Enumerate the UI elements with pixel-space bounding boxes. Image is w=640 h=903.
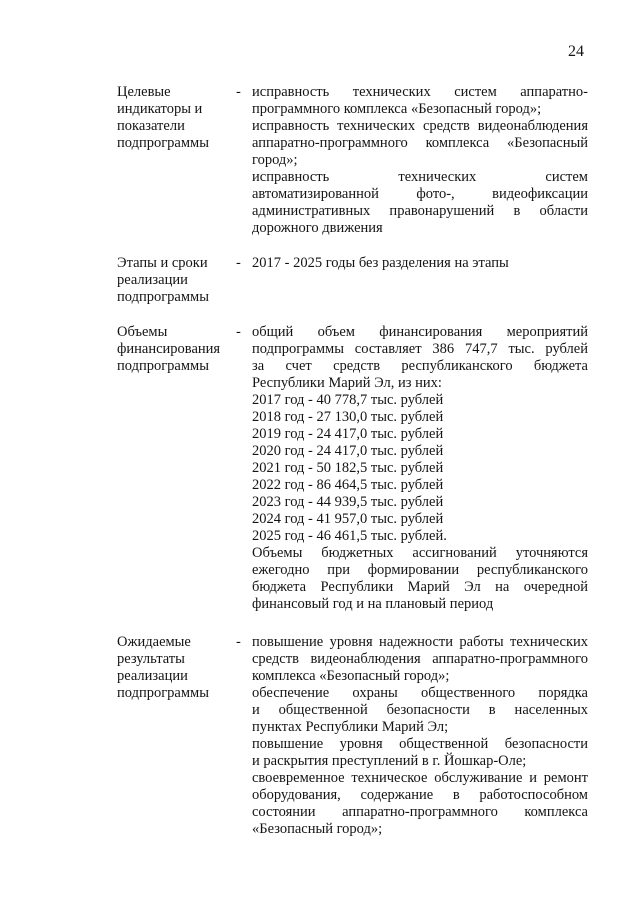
- section-content: [252, 84, 588, 237]
- label-line: Этапы и сроки: [117, 255, 208, 271]
- text-line: 2022 год - 86 464,5 тыс. рублей: [252, 477, 444, 493]
- label-line: результаты: [117, 651, 185, 667]
- text-line: 2024 год - 41 957,0 тыс. рублей: [252, 511, 444, 527]
- text-line: 2021 год - 50 182,5 тыс. рублей: [252, 460, 444, 476]
- text-line: Республики Марий Эл, из них:: [252, 375, 442, 391]
- label-line: Объемы: [117, 324, 168, 340]
- section-label: [117, 634, 232, 702]
- dash-separator: -: [236, 84, 241, 100]
- text-line: исправность технических систем: [252, 169, 588, 185]
- text-line: 2023 год - 44 939,5 тыс. рублей: [252, 494, 444, 510]
- text-line: подпрограммы составляет 386 747,7 тыс. рублей: [252, 341, 588, 357]
- section-label: [117, 255, 232, 306]
- section-content: [252, 255, 588, 272]
- text-line: средств видеонаблюдения аппаратно-программного: [252, 651, 588, 667]
- dash-separator: -: [236, 324, 241, 340]
- text-line: 2017 - 2025 годы без разделения на этапы: [252, 255, 509, 271]
- text-line: своевременное техническое обслуживание и ремонт: [252, 770, 588, 786]
- text-line: 2018 год - 27 130,0 тыс. рублей: [252, 409, 444, 425]
- text-line: и общественной безопасности в населенных: [252, 702, 588, 718]
- section-content: [252, 324, 588, 613]
- text-line: за счет средств республиканского бюджета: [252, 358, 588, 374]
- text-line: программного комплекса «Безопасный город»;: [252, 101, 542, 117]
- section-content: [252, 634, 588, 838]
- text-line: состоянии аппаратно-программного комплекса: [252, 804, 588, 820]
- text-line: 2019 год - 24 417,0 тыс. рублей: [252, 426, 444, 442]
- label-line: подпрограммы: [117, 358, 209, 374]
- text-line: 2025 год - 46 461,5 тыс. рублей.: [252, 528, 447, 544]
- text-line: дорожного движения: [252, 220, 383, 236]
- label-line: подпрограммы: [117, 685, 209, 701]
- text-line: город»;: [252, 152, 298, 168]
- text-line: финансовый год и на плановый период: [252, 596, 494, 612]
- text-line: административных правонарушений в области: [252, 203, 588, 219]
- text-line: общий объем финансирования мероприятий: [252, 324, 588, 340]
- section-label: [117, 84, 232, 152]
- text-line: автоматизированной фото-, видеофиксации: [252, 186, 588, 202]
- text-line: 2017 год - 40 778,7 тыс. рублей: [252, 392, 444, 408]
- page-number: 24: [568, 43, 584, 60]
- label-line: реализации: [117, 272, 188, 288]
- dash-separator: -: [236, 255, 241, 271]
- text-line: ежегодно при формировании республиканского: [252, 562, 588, 578]
- label-line: индикаторы и: [117, 101, 203, 117]
- text-line: и раскрытия преступлений в г. Йошкар-Оле;: [252, 753, 527, 769]
- text-line: аппаратно-программного комплекса «Безопасный: [252, 135, 588, 151]
- text-line: бюджета Республики Марий Эл на очередной: [252, 579, 588, 595]
- text-line: пунктах Республики Марий Эл;: [252, 719, 449, 735]
- section-label: [117, 324, 232, 375]
- label-line: подпрограммы: [117, 135, 209, 151]
- label-line: Ожидаемые: [117, 634, 191, 650]
- text-line: комплекса «Безопасный город»;: [252, 668, 450, 684]
- text-line: исправность технических средств видеонаблюдения: [252, 118, 588, 134]
- text-line: исправность технических систем аппаратно-: [252, 84, 588, 100]
- text-line: 2020 год - 24 417,0 тыс. рублей: [252, 443, 444, 459]
- text-line: повышение уровня общественной безопасности: [252, 736, 588, 752]
- label-line: показатели: [117, 118, 185, 134]
- text-line: обеспечение охраны общественного порядка: [252, 685, 588, 701]
- dash-separator: -: [236, 634, 241, 650]
- text-line: оборудования, содержание в работоспособном: [252, 787, 588, 803]
- label-line: финансирования: [117, 341, 221, 357]
- label-line: Целевые: [117, 84, 171, 100]
- text-line: Объемы бюджетных ассигнований уточняются: [252, 545, 588, 561]
- text-line: повышение уровня надежности работы технических: [252, 634, 588, 650]
- label-line: реализации: [117, 668, 188, 684]
- label-line: подпрограммы: [117, 289, 209, 305]
- text-line: «Безопасный город»;: [252, 821, 383, 837]
